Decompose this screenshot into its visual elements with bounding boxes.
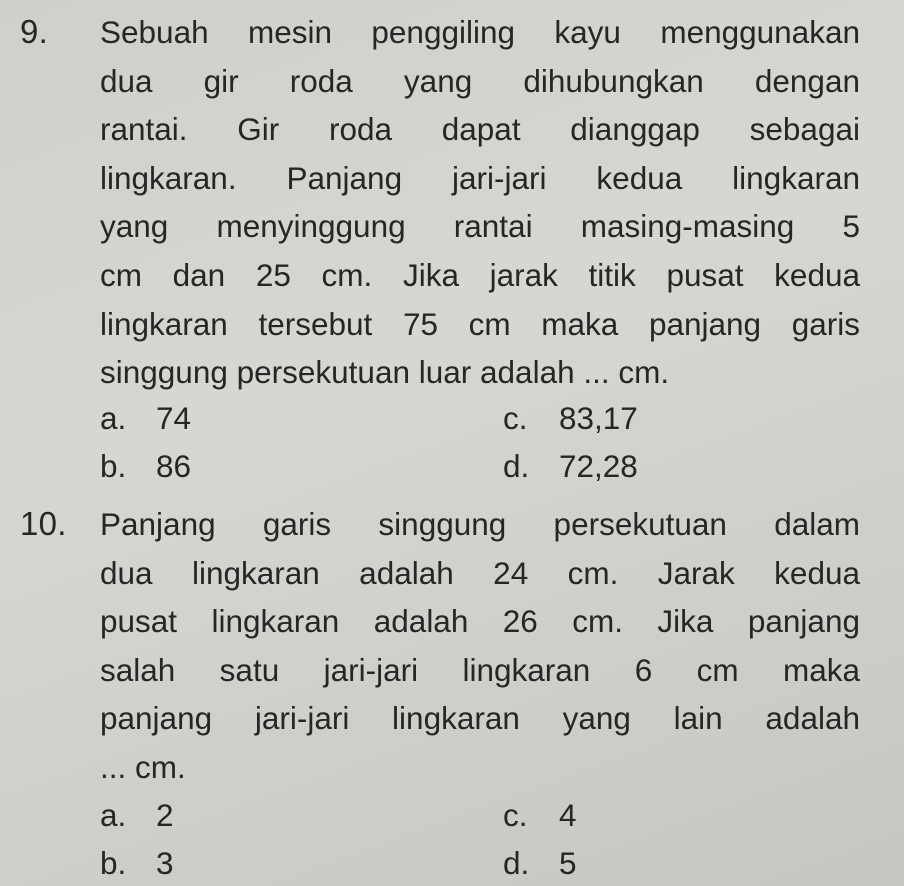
option-value: 83,17 bbox=[559, 400, 638, 436]
question-line: Sebuah mesin penggiling kayu menggunakan bbox=[100, 14, 860, 50]
option-letter: a. bbox=[100, 797, 127, 833]
question-line: lingkaran tersebut 75 cm maka panjang garis bbox=[100, 305, 860, 342]
question-line: rantai. Gir roda dapat dianggap sebagai bbox=[100, 111, 860, 148]
question-line: panjang jari-jari lingkaran yang lain adalah bbox=[100, 700, 860, 737]
question-line: yang menyinggung rantai masing-masing 5 bbox=[100, 208, 860, 245]
question-line: pusat lingkaran adalah 26 cm. Jika panjang bbox=[100, 603, 860, 640]
option-value: 72,28 bbox=[559, 448, 638, 484]
option-value: 4 bbox=[559, 797, 577, 833]
question-line: salah satu jari-jari lingkaran 6 cm maka bbox=[100, 651, 860, 688]
question-number: 9. bbox=[20, 13, 49, 50]
option-c[interactable] bbox=[503, 398, 638, 438]
option-letter: d. bbox=[503, 448, 530, 484]
option-b[interactable] bbox=[100, 446, 191, 486]
option-value: 2 bbox=[156, 797, 174, 833]
option-value: 3 bbox=[156, 845, 174, 881]
question-line: singgung persekutuan luar adalah ... cm. bbox=[100, 354, 670, 391]
question-line: dua gir roda yang dihubungkan dengan bbox=[100, 62, 860, 99]
option-value: 86 bbox=[156, 448, 192, 484]
option-letter: b. bbox=[100, 845, 127, 881]
option-value: 74 bbox=[156, 400, 192, 436]
question-line: Panjang garis singgung persekutuan dalam bbox=[100, 506, 860, 542]
option-value: 5 bbox=[559, 845, 577, 881]
option-c[interactable] bbox=[503, 795, 577, 835]
option-letter: a. bbox=[100, 400, 127, 436]
option-letter: c. bbox=[503, 400, 528, 436]
option-d[interactable] bbox=[503, 446, 638, 486]
option-letter: c. bbox=[503, 797, 528, 833]
question-line: ... cm. bbox=[100, 748, 186, 785]
option-letter: d. bbox=[503, 845, 530, 881]
question-line: lingkaran. Panjang jari-jari kedua lingkaran bbox=[100, 159, 860, 196]
question-text bbox=[100, 8, 860, 397]
option-d[interactable] bbox=[503, 843, 577, 883]
option-letter: b. bbox=[100, 448, 127, 484]
question-text bbox=[100, 500, 860, 792]
question-line: cm dan 25 cm. Jika jarak titik pusat kedua bbox=[100, 256, 860, 293]
option-b[interactable] bbox=[100, 843, 174, 883]
question-number: 10. bbox=[20, 505, 67, 542]
option-a[interactable] bbox=[100, 398, 191, 438]
option-a[interactable] bbox=[100, 795, 174, 835]
question-line: dua lingkaran adalah 24 cm. Jarak kedua bbox=[100, 554, 860, 591]
